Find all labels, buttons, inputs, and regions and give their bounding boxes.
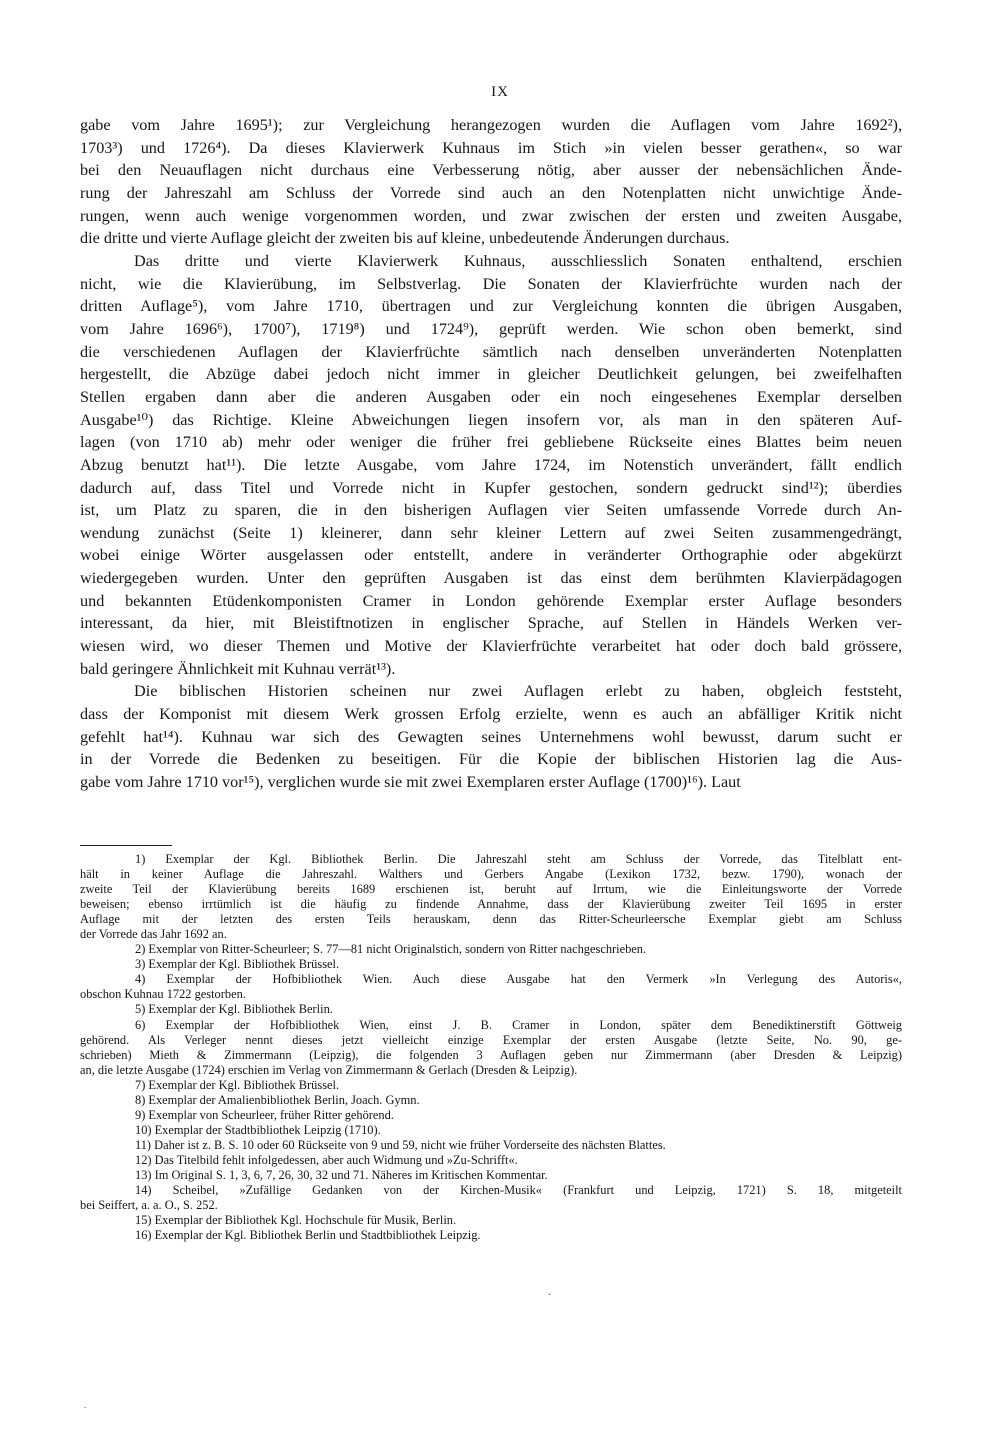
footnote-line: obschon Kuhnau 1722 gestorben. (80, 987, 246, 1002)
paragraph-line: bald geringere Ähnlichkeit mit Kuhnau verrät¹³). (80, 659, 396, 678)
footnote-line: beweisen; ebenso irrtümlich ist die häufig zu findende Annahme, dass der Klavierübung zweiter Teil 1695 in erster (80, 897, 902, 912)
paragraph-line: gabe vom Jahre 1710 vor¹⁵), verglichen wurde sie mit zwei Exemplaren erster Auflage (1700)¹⁶). Laut (80, 773, 741, 792)
footnote-line: 5) Exemplar der Kgl. Bibliothek Berlin. (135, 1002, 333, 1017)
body-text (80, 114, 902, 794)
paragraph-line: gefehlt hat¹⁴). Kuhnau war sich des Gewagten seines Unternehmens wohl bewusst, darum sucht er (80, 727, 902, 746)
paragraph-line: wobei einige Wörter ausgelassen oder entstellt, andere in veränderter Orthographie oder abgekürzt (80, 546, 902, 565)
paragraph-line: bei den Neuauflagen nicht durchaus eine Verbesserung nötig, aber ausser der nebensächlichen Ände- (80, 161, 902, 180)
footnote-line: 16) Exemplar der Kgl. Bibliothek Berlin und Stadtbibliothek Leipzig. (135, 1228, 481, 1243)
paragraph-line: 1703³) und 1726⁴). Da dieses Klavierwerk Kuhnaus im Stich »in vielen besser gerathen«, so war (80, 138, 902, 157)
footnote-line: hält in keiner Auflage die Jahreszahl. Walthers und Gerbers Angabe (Lexikon 1732, bezw. 1790), wonach der (80, 867, 902, 882)
footnote-line: bei Seiffert, a. a. O., S. 252. (80, 1198, 218, 1213)
page-number: IX (491, 84, 509, 100)
footnote-line: zweite Teil der Klavierübung bereits 1689 erschienen ist, beruht auf Irrtum, wie die Einleitungsworte der Vorrede (80, 882, 902, 897)
footnote-line: 8) Exemplar der Amalienbibliothek Berlin, Joach. Gymn. (135, 1092, 420, 1107)
footnote-line: an, die letzte Ausgabe (1724) erschien im Verlag von Zimmermann & Gerlach (Dresden & Leipzig). (80, 1062, 578, 1077)
paragraph-line: Ausgabe¹⁰) das Richtige. Kleine Abweichungen liegen insofern vor, als man in den späteren Auf- (80, 410, 902, 429)
paragraph-line: in der Vorrede die Bedenken zu beseitigen. Für die Kopie der biblischen Historien lag die Aus- (80, 750, 902, 769)
footnote-line: 2) Exemplar von Ritter-Scheurleer; S. 77—81 nicht Originalstich, sondern von Ritter nachgeschrieben. (135, 942, 647, 957)
paragraph-line: rung der Jahreszahl am Schluss der Vorrede sind auch an den Notenplatten nicht unwichtige Ände- (80, 183, 902, 202)
footnote-line: 1) Exemplar der Kgl. Bibliothek Berlin. Die Jahreszahl steht am Schluss der Vorrede, das Titelblatt ent- (135, 852, 902, 866)
paragraph-line: wiedergegeben wurden. Unter den geprüften Ausgaben ist das einst dem berühmten Klavierpädagogen (80, 569, 902, 588)
paragraph-line: Stellen ergaben dann aber die anderen Ausgaben oder ein noch eingesehenes Exemplar derselben (80, 387, 902, 406)
footnote-line: 4) Exemplar der Hofbibliothek Wien. Auch diese Ausgabe hat den Vermerk »In Verlegung des Autoris«, (135, 972, 902, 987)
paragraph-line: dritten Auflage⁵), vom Jahre 1710, übertragen und zur Vergleichung konnten die übrigen Ausgaben, (80, 297, 902, 316)
paragraph-line: die verschiedenen Auflagen der Klavierfrüchte sämtlich nach denselben unveränderten Notenplatten (80, 342, 902, 361)
paragraph-line: vom Jahre 1696⁶), 1700⁷), 1719⁸) und 1724⁹), geprüft werden. Wie schon oben bemerkt, sind (80, 319, 902, 338)
footnote-line: 11) Daher ist z. B. S. 10 oder 60 Rückseite von 9 und 59, nicht wie früher Vorderseite des nächsten Blattes. (135, 1137, 666, 1152)
footnote-separator (80, 845, 172, 846)
paragraph-line: nicht, wie die Klavierübung, im Selbstverlag. Die Sonaten der Klavierfrüchte wurden nach der (80, 274, 902, 293)
paragraph-line: rungen, wenn auch wenige vorgenommen worden, und zwar zwischen der ersten und zweiten Ausgabe, (80, 206, 902, 225)
paragraph-line: gabe vom Jahre 1695¹); zur Vergleichung herangezogen wurden die Auflagen vom Jahre 1692²), (80, 116, 902, 134)
paragraph-line: lagen (von 1710 ab) mehr oder weniger die früher frei gebliebene Rückseite eines Blattes beim neuen (80, 433, 902, 452)
footnote-line: 9) Exemplar von Scheurleer, früher Ritter gehörend. (135, 1107, 394, 1122)
paragraph-line: hergestellt, die Abzüge dabei jedoch nicht immer in gleicher Deutlichkeit gelungen, bei zweifelhaften (80, 365, 902, 384)
paragraph-line: ist, um Platz zu sparen, die in den bisherigen Auflagen vier Seiten umfassende Vorrede durch An- (80, 501, 902, 520)
footnote-line: 7) Exemplar der Kgl. Bibliothek Brüssel. (135, 1077, 340, 1092)
paragraph-line: dass der Komponist mit diesem Werk grossen Erfolg erzielte, wenn es auch an abfälliger Kritik nicht (80, 705, 902, 724)
footnote-line: 10) Exemplar der Stadtbibliothek Leipzig (1710). (135, 1122, 381, 1137)
paragraph-line: wendung zunächst (Seite 1) kleinerer, dann sehr kleiner Lettern auf zwei Seiten zusammengedrängt, (80, 523, 902, 542)
paragraph-line: die dritte und vierte Auflage gleicht der zweiten bis auf kleine, unbedeutende Änderungen durchaus. (80, 229, 730, 248)
paragraph-line: dadurch auf, dass Titel und Vorrede nicht in Kupfer gestochen, sondern gedruckt sind¹²); überdies (80, 478, 902, 497)
footnote-line: 15) Exemplar der Bibliothek Kgl. Hochschule für Musik, Berlin. (135, 1213, 457, 1228)
footnote-line: schrieben) Mieth & Zimmermann (Leipzig), die folgenden 3 Auflagen geben nur Zimmermann (aber Dresden & Leipzig) (80, 1047, 902, 1062)
footnote-line: Auflage mit der letzten des ersten Teils herauskam, denn das Ritter-Scheurleersche Exemplar giebt am Schluss (80, 912, 902, 927)
stray-mark: ˇ (548, 1292, 551, 1302)
paragraph-line: Das dritte und vierte Klavierwerk Kuhnaus, ausschliesslich Sonaten enthaltend, erschien (134, 251, 902, 270)
footnote-line: 13) Im Original S. 1, 3, 6, 7, 26, 30, 32 und 71. Näheres im Kritischen Kommentar. (135, 1167, 548, 1182)
footnote-line: 6) Exemplar der Hofbibliothek Wien, einst J. B. Cramer in London, später dem Benediktinerstift Göttweig (135, 1017, 902, 1032)
paragraph-line: Abzug benutzt hat¹¹). Die letzte Ausgabe, vom Jahre 1724, im Notenstich unverändert, fällt endlich (80, 455, 902, 474)
paragraph-line: Die biblischen Historien scheinen nur zwei Auflagen erlebt zu haben, obgleich feststeht, (134, 682, 902, 701)
footnote-line: 12) Das Titelbild fehlt infolgedessen, aber auch Widmung und »Zu-Schrifft«. (135, 1152, 518, 1167)
footnote-line: der Vorrede das Jahr 1692 an. (80, 927, 227, 942)
stray-mark: . (84, 1400, 87, 1410)
footnote-line: 14) Scheibel, »Zufällige Gedanken von der Kirchen-Musik« (Frankfurt und Leipzig, 1721) S. 18, mitgeteilt (135, 1183, 902, 1198)
footnote-line: gehörend. Als Verleger nennt dieses jetzt vielleicht einzige Exemplar der ersten Ausgabe (letzte Seite, No. 90, ge- (80, 1032, 902, 1047)
paragraph-line: wiesen wird, wo dieser Themen und Motive der Klavierfrüchte verarbeitet hat oder doch bald grössere, (80, 637, 902, 656)
footnote-line: 3) Exemplar der Kgl. Bibliothek Brüssel. (135, 957, 340, 972)
paragraph-line: und bekannten Etüdenkomponisten Cramer in London gehörende Exemplar erster Auflage besonders (80, 591, 902, 610)
footnotes (80, 852, 902, 1243)
paragraph-line: interessant, da hier, mit Bleistiftnotizen in englischer Sprache, auf Stellen in Händels Werken ver- (80, 614, 902, 633)
